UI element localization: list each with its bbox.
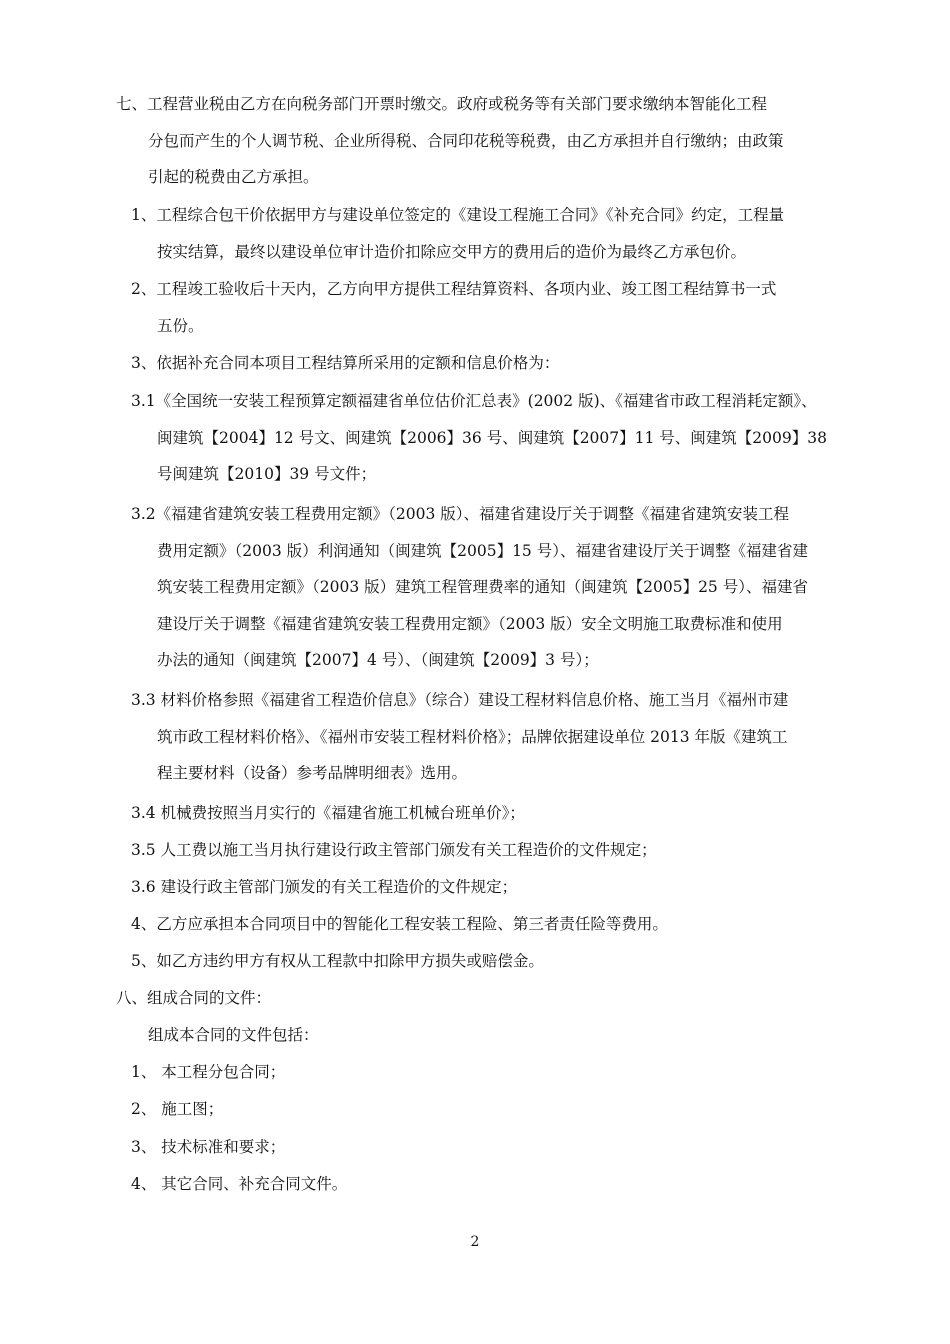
text-line: 组成本合同的文件包括： [148, 1026, 319, 1044]
item-3-4 [131, 795, 836, 832]
contract-doc-3 [131, 1129, 836, 1166]
text-line: 3.5 人工费以施工当月执行建设行政主管部门颁发有关工程造价的文件规定； [131, 841, 657, 859]
item-3-3 [131, 682, 836, 792]
text-line: 费用定额》（2003 版）利润通知（闽建筑【2005】15 号）、福建省建设厅关于调整《福建省建 [157, 541, 808, 560]
text-line: 程主要材料（设备）参考品牌明细表》选用。 [157, 764, 468, 782]
text-line: 5、如乙方违约甲方有权从工程款中扣除甲方损失或赔偿金。 [131, 952, 544, 970]
text-line: 五份。 [157, 316, 204, 335]
section-8-intro [148, 1017, 836, 1054]
text-line: 2、工程竣工验收后十天内，乙方向甲方提供工程结算资料、各项内业、竣工图工程结算书一式 [131, 280, 777, 298]
section-8-heading [116, 980, 836, 1017]
item-3-quota-basis [131, 345, 836, 382]
item-3-6 [131, 869, 836, 906]
text-line: 号闽建筑【2010】39 号文件； [157, 465, 377, 483]
text-line: 分包而产生的个人调节税、企业所得税、合同印花税等税费，由乙方承担并自行缴纳；由政策 [148, 131, 784, 150]
text-line: 筑市政工程材料价格》、《福州市安装工程材料价格》；品牌依据建设单位 2013 年版《建筑工 [157, 727, 788, 746]
contract-doc-2 [131, 1091, 836, 1128]
text-line: 4、 其它合同、补充合同文件。 [131, 1175, 348, 1193]
text-line: 3.3 材料价格参照《福建省工程造价信息》（综合）建设工程材料信息价格、施工当月《福州市建 [131, 691, 789, 709]
text-line: 八、组成合同的文件： [116, 989, 272, 1007]
text-line: 1、 本工程分包合同； [131, 1063, 286, 1081]
item-1-pricing [131, 197, 836, 270]
item-2-settlement-docs [131, 271, 836, 344]
item-5-breach [131, 943, 836, 980]
text-line: 3.4 机械费按照当月实行的《福建省施工机械台班单价》； [131, 804, 525, 822]
text-line: 按实结算，最终以建设单位审计造价扣除应交甲方的费用后的造价为最终乙方承包价。 [157, 242, 747, 261]
text-line: 七、工程营业税由乙方在向税务部门开票时缴交。政府或税务等有关部门要求缴纳本智能化工程 [116, 95, 768, 113]
contract-doc-4 [131, 1166, 836, 1203]
text-line: 3.6 建设行政主管部门颁发的有关工程造价的文件规定； [131, 878, 518, 896]
text-line: 3、 技术标准和要求； [131, 1138, 286, 1156]
page-number: 2 [470, 1234, 480, 1250]
text-line: 3.1《全国统一安装工程预算定额福建省单位估价汇总表》(2002 版)、《福建省市政工程消耗定额》、 [131, 392, 817, 410]
item-3-1 [131, 383, 836, 493]
text-line: 3.2《福建省建筑安装工程费用定额》（2003 版）、福建省建设厅关于调整《福建省建筑安装工程 [131, 505, 790, 523]
contract-doc-1 [131, 1054, 836, 1091]
item-4-insurance [131, 906, 836, 943]
text-line: 筑安装工程费用定额》（2003 版）建筑工程管理费率的通知（闽建筑【2005】25 号）、福建省 [157, 578, 808, 596]
text-line: 3、依据补充合同本项目工程结算所采用的定额和信息价格为： [131, 354, 560, 372]
text-line: 建设厅关于调整《福建省建筑安装工程费用定额》（2003 版）安全文明施工取费标准和使用 [157, 614, 783, 633]
text-line: 引起的税费由乙方承担。 [148, 168, 319, 186]
text-line: 办法的通知（闽建筑【2007】4 号）、（闽建筑【2009】3 号）； [157, 651, 599, 669]
item-3-5 [131, 832, 836, 869]
section-7-tax-clause [116, 86, 836, 196]
text-line: 4、乙方应承担本合同项目中的智能化工程安装工程险、第三者责任险等费用。 [131, 915, 668, 933]
item-3-2 [131, 496, 836, 679]
text-line: 1、工程综合包干价依据甲方与建设单位签定的《建设工程施工合同》《补充合同》约定，工程量 [131, 206, 785, 224]
text-line: 闽建筑【2004】12 号文、闽建筑【2006】36 号、闽建筑【2007】11 号、闽建筑【2009】38 [157, 428, 827, 447]
text-line: 2、 施工图； [131, 1100, 224, 1118]
